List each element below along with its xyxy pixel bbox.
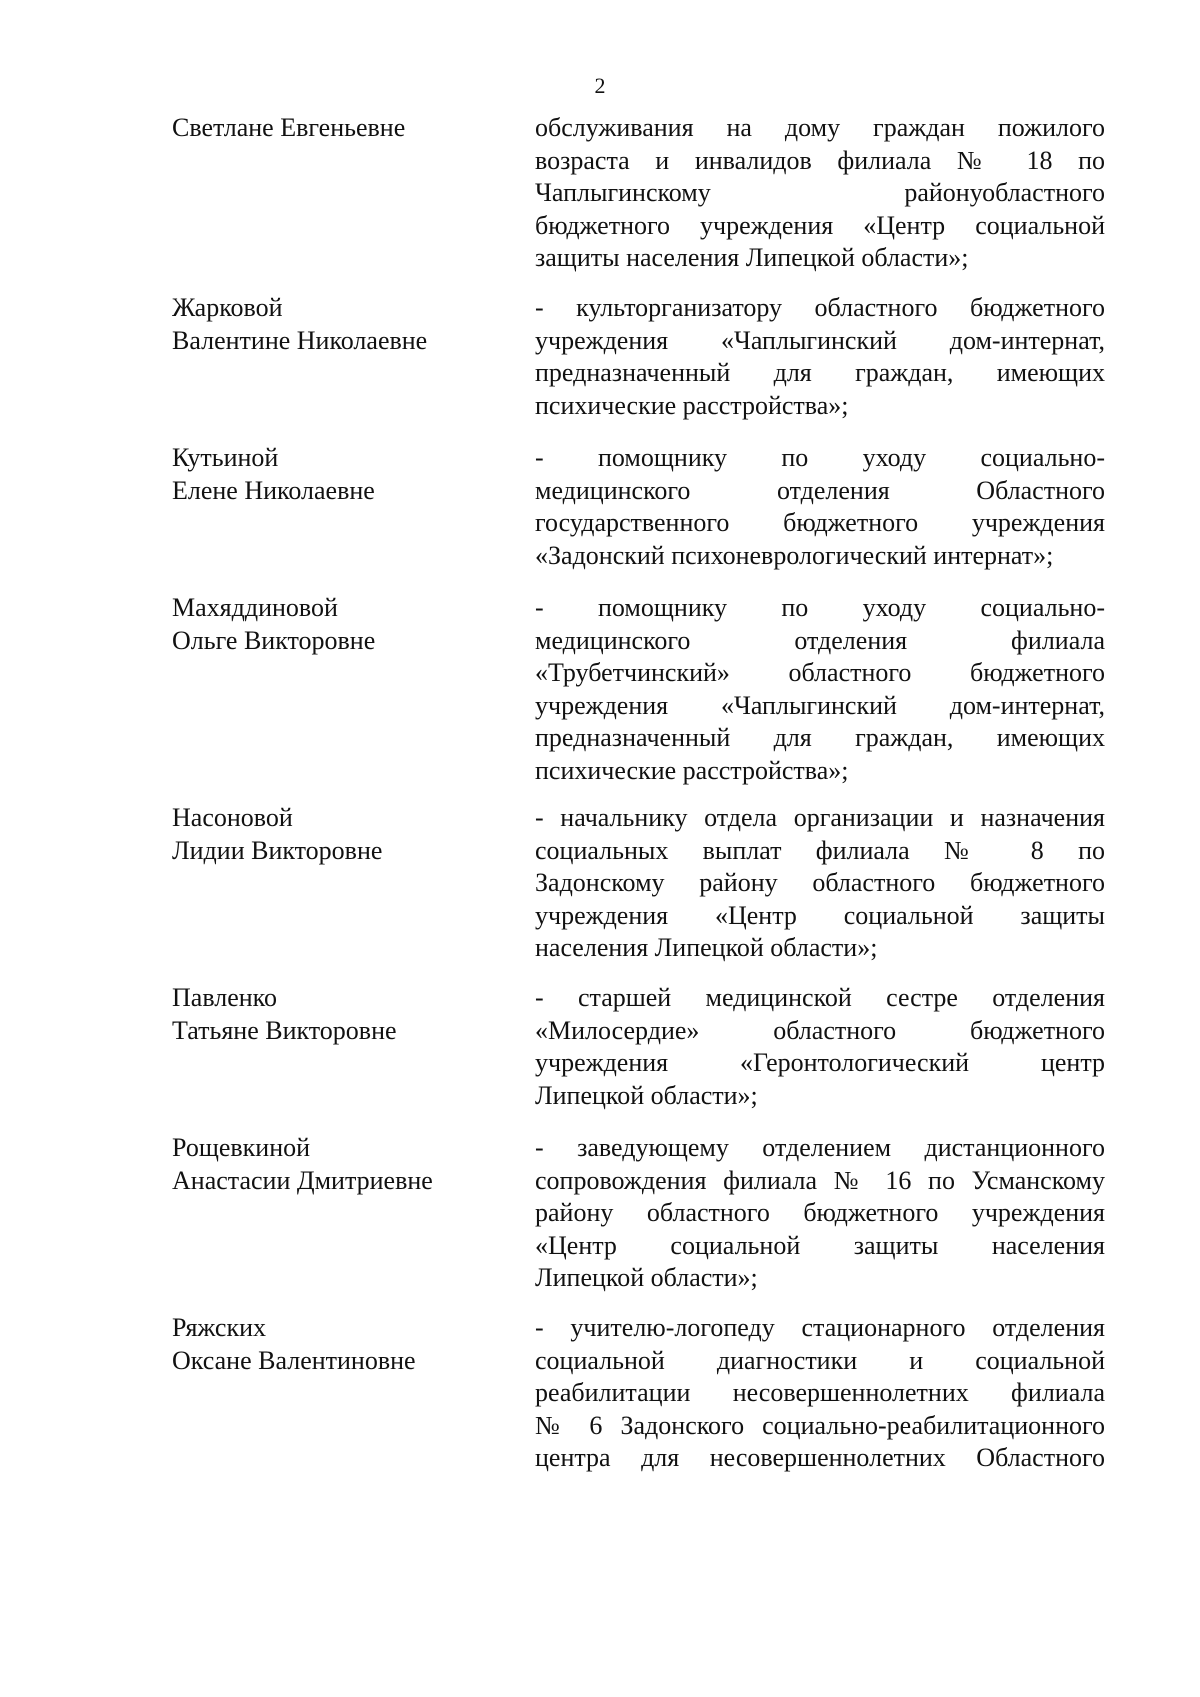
employee-position <box>535 292 1105 422</box>
position-line: учреждения «Геронтологический центр <box>535 1048 1105 1078</box>
employee-name-line: Ольге Викторовне <box>172 625 376 655</box>
employee-position <box>535 982 1105 1112</box>
employee-position <box>535 442 1105 572</box>
position-line: - начальнику отдела организации и назначения <box>535 803 1105 832</box>
employee-name <box>172 802 512 867</box>
employee-name-line: Павленко <box>172 983 277 1012</box>
position-line: Чаплыгинскому районуобластного <box>535 178 1105 208</box>
position-line: защиты населения Липецкой области»; <box>535 243 969 273</box>
position-line: «Задонский психоневрологический интернат»; <box>535 540 1054 570</box>
position-line: учреждения «Центр социальной защиты <box>535 900 1105 930</box>
employee-position <box>535 802 1105 965</box>
position-line: предназначенный для граждан, имеющих <box>535 358 1105 388</box>
employee-name-line: Светлане Евгеньевне <box>172 113 406 142</box>
position-line: - помощнику по уходу социально- <box>535 443 1105 472</box>
employee-name-line: Жарковой <box>172 293 283 322</box>
position-line: - помощнику по уходу социально- <box>535 593 1105 622</box>
employee-name <box>172 442 512 507</box>
position-line: социальной диагностики и социальной <box>535 1345 1105 1375</box>
position-line: - заведующему отделением дистанционного <box>535 1133 1105 1162</box>
position-line: реабилитации несовершеннолетних филиала <box>535 1378 1105 1408</box>
position-line: - старшей медицинской сестре отделения <box>535 983 1105 1012</box>
position-line: обслуживания на дому граждан пожилого <box>535 113 1105 142</box>
position-line: сопровождения филиала № 16 по Усманскому <box>535 1165 1105 1195</box>
position-line: - культорганизатору областного бюджетного <box>535 293 1105 322</box>
employee-name <box>172 112 512 145</box>
position-line: психические расстройства»; <box>535 755 849 785</box>
employee-name-line: Анастасии Дмитриевне <box>172 1165 433 1195</box>
position-line: медицинского отделения Областного <box>535 475 1105 505</box>
employee-name-line: Кутьиной <box>172 443 279 472</box>
position-line: «Центр социальной защиты населения <box>535 1230 1105 1260</box>
employee-position <box>535 592 1105 788</box>
employee-name <box>172 292 512 357</box>
position-line: социальных выплат филиала № 8 по <box>535 835 1105 865</box>
employee-name <box>172 1312 512 1377</box>
position-line: возраста и инвалидов филиала № 18 по <box>535 145 1105 175</box>
position-line: государственного бюджетного учреждения <box>535 508 1105 538</box>
position-line: психические расстройства»; <box>535 390 849 420</box>
employee-name-line: Махяддиновой <box>172 593 338 622</box>
employee-name-line: Татьяне Викторовне <box>172 1015 397 1045</box>
position-line: населения Липецкой области»; <box>535 933 878 963</box>
position-line: № 6 Задонского социально-реабилитационного <box>535 1410 1105 1440</box>
position-line: Задонскому району областного бюджетного <box>535 868 1105 898</box>
position-line: центра для несовершеннолетних Областного <box>535 1443 1105 1473</box>
employee-name-line: Насоновой <box>172 803 293 832</box>
position-line: учреждения «Чаплыгинский дом-интернат, <box>535 325 1105 355</box>
position-line: предназначенный для граждан, имеющих <box>535 723 1105 753</box>
employee-name <box>172 592 512 657</box>
employee-name-line: Елене Николаевне <box>172 475 375 505</box>
employee-name-line: Валентине Николаевне <box>172 325 428 355</box>
position-line: бюджетного учреждения «Центр социальной <box>535 210 1105 240</box>
employee-name <box>172 1132 512 1197</box>
position-line: медицинского отделения филиала <box>535 625 1105 655</box>
position-line: «Трубетчинский» областного бюджетного <box>535 658 1105 688</box>
employee-name-line: Оксане Валентиновне <box>172 1345 416 1375</box>
position-line: Липецкой области»; <box>535 1080 758 1110</box>
employee-name-line: Ряжских <box>172 1313 267 1342</box>
position-line: - учителю-логопеду стационарного отделения <box>535 1313 1105 1342</box>
employee-position <box>535 112 1105 275</box>
employee-name <box>172 982 512 1047</box>
position-line: «Милосердие» областного бюджетного <box>535 1015 1105 1045</box>
page-number: 2 <box>594 73 606 98</box>
position-line: учреждения «Чаплыгинский дом-интернат, <box>535 690 1105 720</box>
employee-position <box>535 1132 1105 1295</box>
position-line: району областного бюджетного учреждения <box>535 1198 1105 1228</box>
position-line: Липецкой области»; <box>535 1263 758 1293</box>
employee-position <box>535 1312 1105 1475</box>
employee-name-line: Рощевкиной <box>172 1133 311 1162</box>
employee-name-line: Лидии Викторовне <box>172 835 383 865</box>
